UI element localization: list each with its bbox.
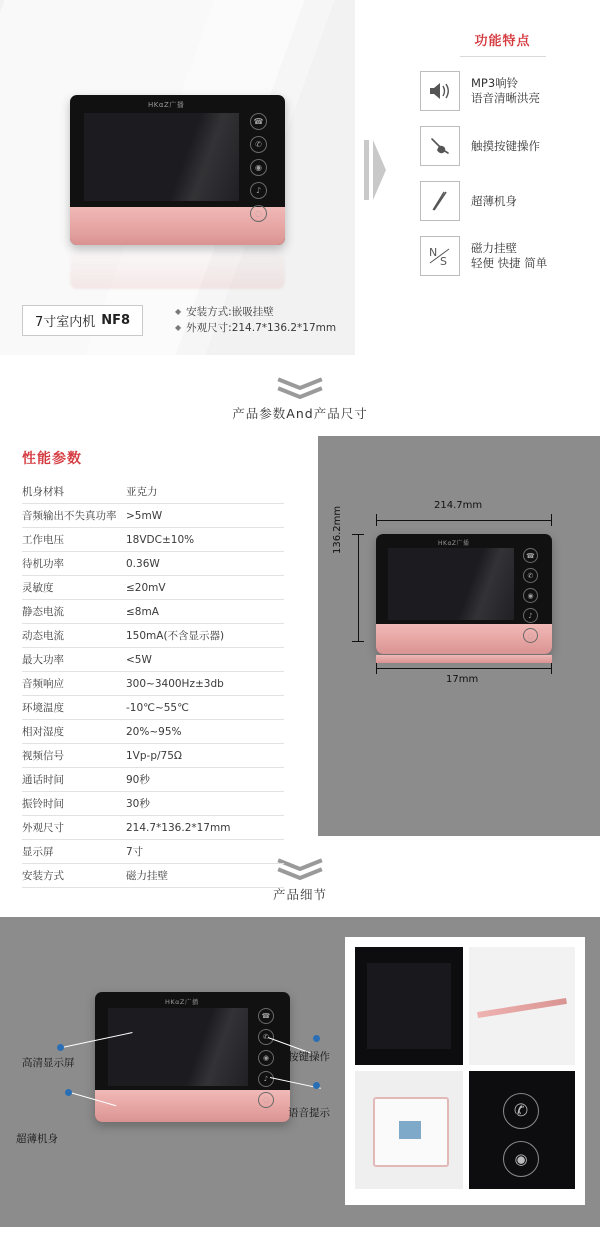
table-row: 外观尺寸 214.7*136.2*17mm bbox=[22, 816, 284, 840]
callout-label-voice: 语音提示 bbox=[288, 1107, 330, 1119]
table-row: 视频信号 1Vp-p/75Ω bbox=[22, 744, 284, 768]
table-row: 音频输出不失真功率 >5mW bbox=[22, 504, 284, 528]
callout-label-screen: 高清显示屏 bbox=[22, 1057, 75, 1069]
feature-line-1: 触摸按键操作 bbox=[471, 138, 540, 153]
table-row: 最大功率 <5W bbox=[22, 648, 284, 672]
hero-caption bbox=[22, 305, 143, 336]
feature-text bbox=[471, 241, 547, 271]
section-divider-params bbox=[0, 355, 600, 436]
feature-line-2: 轻便 快捷 简单 bbox=[471, 256, 548, 270]
callout-dot-slim bbox=[65, 1089, 72, 1096]
table-row: 相对湿度 20%~95% bbox=[22, 720, 284, 744]
spec-section bbox=[0, 436, 600, 882]
model-badge bbox=[22, 305, 143, 336]
slim-line-icon bbox=[420, 181, 460, 221]
hero-bullet-text: 安装方式:嵌吸挂壁 bbox=[186, 306, 274, 318]
table-row: 动态电流 150mA(不含显示器) bbox=[22, 624, 284, 648]
table-row: 振铃时间 30秒 bbox=[22, 792, 284, 816]
hero-bullet-text: 外观尺寸:214.7*136.2*17mm bbox=[186, 322, 337, 334]
depth-dimension-line bbox=[376, 668, 552, 669]
device-side-profile bbox=[376, 655, 552, 663]
feature-item-mp3 bbox=[420, 71, 585, 111]
table-row: 工作电压 18VDC±10% bbox=[22, 528, 284, 552]
detail-photo-side bbox=[469, 947, 575, 1065]
list-item bbox=[175, 304, 336, 320]
model-size-label: 7寸室内机 bbox=[35, 315, 96, 330]
detail-photo-bracket bbox=[355, 1071, 463, 1189]
spec-table bbox=[22, 480, 284, 888]
table-row: 环境温度 -10℃~55℃ bbox=[22, 696, 284, 720]
device-brand-logo: HKαZ广播 bbox=[148, 101, 185, 109]
table-row: 显示屏 7寸 bbox=[22, 840, 284, 864]
device-screen bbox=[108, 1008, 248, 1086]
feature-text bbox=[471, 194, 517, 209]
feature-text bbox=[471, 139, 540, 154]
detail-photo-front bbox=[355, 947, 463, 1065]
feature-text bbox=[471, 76, 540, 106]
hero-section bbox=[0, 0, 600, 355]
height-dimension-label: 136.2mm bbox=[332, 505, 343, 554]
features-divider bbox=[460, 56, 546, 57]
features-panel bbox=[420, 30, 585, 291]
detail-photo-keys: ✆ ◉ bbox=[469, 1071, 575, 1189]
spec-title: 性能参数 bbox=[22, 451, 82, 467]
callout-label-keys: 按键操作 bbox=[288, 1051, 330, 1063]
divider-title: 产品细节 bbox=[272, 887, 327, 902]
diamond-bullet-icon: ◆ bbox=[175, 323, 182, 332]
width-tick-right bbox=[551, 514, 552, 526]
callout-dot-screen bbox=[57, 1044, 64, 1051]
divider-title: 产品参数And产品尺寸 bbox=[232, 406, 368, 421]
feature-item-magnet bbox=[420, 236, 585, 276]
height-tick-bottom bbox=[352, 641, 364, 642]
features-title: 功能特点 bbox=[474, 34, 531, 49]
depth-tick-left bbox=[376, 662, 377, 674]
height-dimension-line bbox=[358, 534, 359, 642]
depth-dimension-label: 17mm bbox=[446, 674, 479, 685]
feature-line-1: MP3响铃 bbox=[471, 76, 519, 90]
table-row: 机身材料 亚克力 bbox=[22, 480, 284, 504]
feature-line-1: 超薄机身 bbox=[471, 193, 517, 208]
width-tick-left bbox=[376, 514, 377, 526]
detail-section bbox=[0, 917, 600, 1227]
table-row: 静态电流 ≤8mA bbox=[22, 600, 284, 624]
feature-item-touch bbox=[420, 126, 585, 166]
device-touch-keys: ☎ ✆ ◉ ♪ ◌ bbox=[250, 113, 267, 222]
hero-product-photo bbox=[0, 0, 355, 355]
table-row: 音频响应 300~3400Hz±3db bbox=[22, 672, 284, 696]
chevron-down-icon bbox=[277, 377, 323, 399]
arrow-right-icon bbox=[364, 140, 392, 200]
width-dimension-line bbox=[376, 520, 552, 521]
spec-table-panel bbox=[0, 436, 318, 882]
callout-dot-keys bbox=[313, 1035, 320, 1042]
table-row: 安装方式 磁力挂壁 bbox=[22, 864, 284, 888]
magnet-ns-icon bbox=[420, 236, 460, 276]
device-touch-keys: ☎ ✆ ◉ ♪ ◌ bbox=[258, 1008, 274, 1108]
detail-photo-grid bbox=[345, 937, 585, 1205]
device-screen bbox=[84, 113, 239, 201]
callout-dot-voice bbox=[313, 1082, 320, 1089]
model-name-label: NF8 bbox=[101, 313, 131, 328]
hero-bullet-list bbox=[175, 304, 336, 336]
device-brand-logo: HKαZ广播 bbox=[438, 540, 470, 547]
dimension-diagram-panel bbox=[318, 436, 600, 836]
device-touch-keys: ☎ ✆ ◉ ♪ ◌ bbox=[523, 548, 538, 643]
touch-hand-icon bbox=[420, 126, 460, 166]
list-item bbox=[175, 320, 336, 336]
dimension-device bbox=[376, 534, 552, 654]
callout-label-slim: 超薄机身 bbox=[16, 1133, 58, 1145]
device-brand-logo: HKαZ广播 bbox=[165, 998, 199, 1006]
indoor-monitor-device bbox=[70, 95, 285, 245]
height-tick-top bbox=[352, 534, 364, 535]
diamond-bullet-icon: ◆ bbox=[175, 307, 182, 316]
detail-device bbox=[95, 992, 290, 1122]
feature-item-slim bbox=[420, 181, 585, 221]
table-row: 通话时间 90秒 bbox=[22, 768, 284, 792]
svg-text:S: S bbox=[440, 255, 447, 267]
speaker-icon bbox=[420, 71, 460, 111]
feature-line-1: 磁力挂壁 bbox=[471, 241, 517, 255]
device-reflection bbox=[70, 247, 285, 289]
feature-line-2: 语音清晰洪亮 bbox=[471, 91, 540, 105]
device-screen bbox=[388, 548, 514, 620]
table-row: 待机功率 0.36W bbox=[22, 552, 284, 576]
width-dimension-label: 214.7mm bbox=[434, 500, 483, 511]
svg-text:N: N bbox=[429, 246, 438, 259]
depth-tick-right bbox=[551, 662, 552, 674]
table-row: 灵敏度 ≤20mV bbox=[22, 576, 284, 600]
